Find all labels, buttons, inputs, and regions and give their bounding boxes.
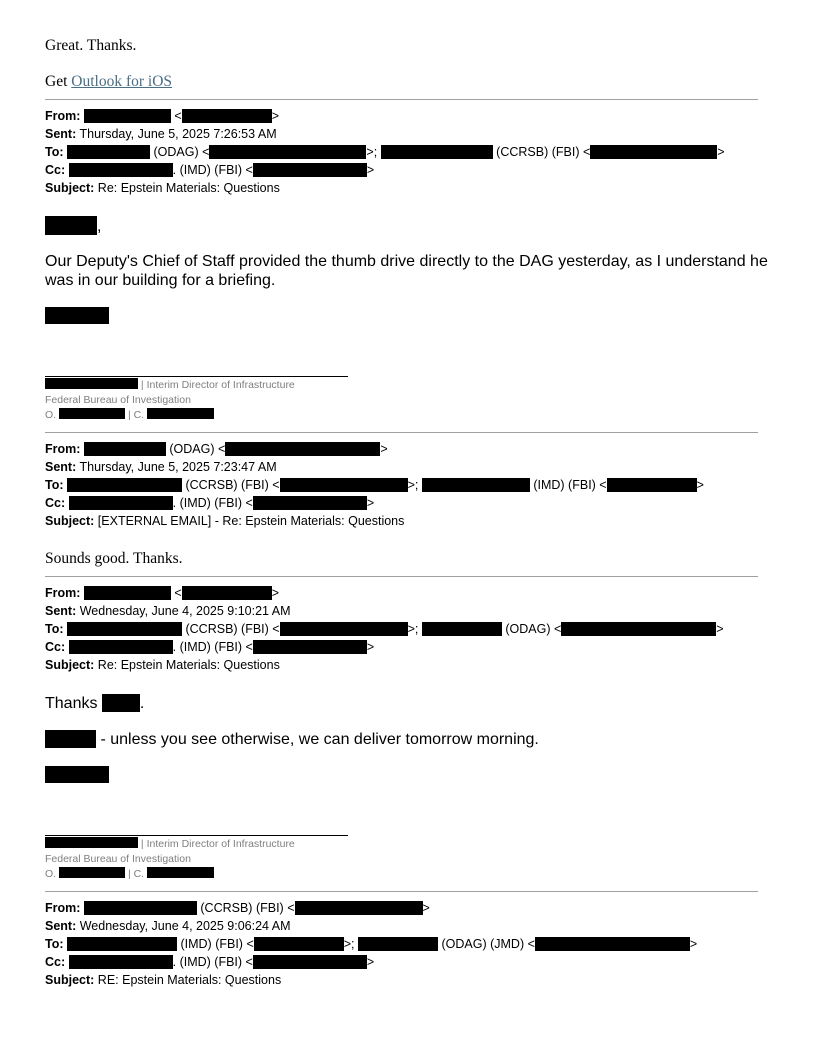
cc-label: Cc: (45, 163, 66, 177)
redaction (280, 478, 408, 492)
greeting: , (45, 216, 101, 236)
redaction (253, 163, 367, 177)
redaction (253, 496, 367, 510)
get-prefix: Get (45, 73, 68, 90)
signature-org: Federal Bureau of Investigation (45, 853, 191, 865)
email1-body: Our Deputy's Chief of Staff provided the thumb drive directly to the DAG yesterday, as I understand he was in our building for a briefing. (45, 253, 768, 289)
redaction (45, 378, 138, 389)
email4-to: To: (IMD) (FBI) < >; (ODAG) (JMD) < > (45, 937, 698, 951)
redaction (45, 216, 97, 235)
redaction (590, 145, 717, 159)
redaction (561, 622, 716, 636)
signature-org: Federal Bureau of Investigation (45, 394, 191, 406)
redaction (67, 622, 182, 636)
cc-label: Cc: (45, 955, 66, 969)
redaction (45, 837, 138, 848)
redaction (84, 586, 171, 600)
signature-phones: O. | C. (45, 867, 214, 882)
sent-label: Sent: (45, 919, 77, 933)
redaction (607, 478, 697, 492)
email1-cc: Cc: . (IMD) (FBI) < > (45, 163, 375, 177)
sent-label: Sent: (45, 127, 77, 141)
redaction (280, 622, 408, 636)
redaction (295, 901, 423, 915)
redaction (102, 694, 140, 712)
redaction (84, 901, 197, 915)
redaction (358, 937, 438, 951)
email2-body: Sounds good. Thanks. (45, 550, 183, 567)
from-label: From: (45, 586, 81, 600)
email1-from: From: < > (45, 109, 280, 123)
sent-label: Sent: (45, 460, 77, 474)
signature-title: | Interim Director of Infrastructure (45, 837, 295, 852)
email1-sent (45, 125, 277, 143)
email4-sent (45, 917, 291, 935)
email1-to: To: (ODAG) < >; (CCRSB) (FBI) < > (45, 145, 725, 159)
redaction (45, 730, 96, 748)
redaction (84, 442, 166, 456)
email4-subject (45, 971, 281, 989)
reply-text: Great. Thanks. (45, 37, 137, 54)
sent-value: Wednesday, June 4, 2025 9:10:21 AM (79, 604, 291, 618)
redaction (84, 109, 171, 123)
subject-value: [EXTERNAL EMAIL] - Re: Epstein Materials: Questions (97, 514, 405, 528)
redaction (69, 163, 173, 177)
subject-label: Subject: (45, 973, 95, 987)
to-label: To: (45, 145, 64, 159)
sent-label: Sent: (45, 604, 77, 618)
redaction (225, 442, 380, 456)
email3-body: - unless you see otherwise, we can deliver tomorrow morning. (45, 730, 539, 749)
email3-sent (45, 602, 291, 620)
email2-cc: Cc: . (IMD) (FBI) < > (45, 496, 375, 510)
redaction (67, 937, 177, 951)
email4-cc: Cc: . (IMD) (FBI) < > (45, 955, 375, 969)
redaction (45, 766, 109, 783)
redaction (422, 478, 530, 492)
email2-to: To: (CCRSB) (FBI) < >; (IMD) (FBI) < > (45, 478, 704, 492)
redaction (253, 955, 367, 969)
redaction (59, 408, 125, 419)
outlook-ios-link[interactable]: Outlook for iOS (71, 73, 173, 90)
redaction (147, 408, 214, 419)
divider (45, 891, 758, 892)
divider (45, 432, 758, 433)
from-label: From: (45, 109, 81, 123)
redaction (253, 640, 367, 654)
redaction (182, 586, 272, 600)
subject-label: Subject: (45, 658, 95, 672)
from-label: From: (45, 442, 81, 456)
redaction (67, 145, 150, 159)
email3-subject (45, 656, 280, 674)
redaction (67, 478, 182, 492)
subject-value: RE: Epstein Materials: Questions (97, 973, 282, 987)
email3-to: To: (CCRSB) (FBI) < >; (ODAG) < > (45, 622, 724, 636)
redaction (209, 145, 366, 159)
redaction (182, 109, 272, 123)
subject-value: Re: Epstein Materials: Questions (97, 181, 280, 195)
divider (45, 576, 758, 577)
redaction (422, 622, 502, 636)
email1-subject (45, 179, 280, 197)
redaction (69, 955, 173, 969)
subject-label: Subject: (45, 514, 95, 528)
redaction (69, 496, 173, 510)
redaction (59, 867, 125, 878)
redaction (69, 640, 173, 654)
signature-phones: O. | C. (45, 408, 214, 423)
sent-value: Wednesday, June 4, 2025 9:06:24 AM (79, 919, 291, 933)
signature-line (45, 835, 348, 836)
from-label: From: (45, 901, 81, 915)
email4-from: From: (CCRSB) (FBI) < > (45, 901, 430, 915)
cc-label: Cc: (45, 496, 66, 510)
to-label: To: (45, 937, 64, 951)
divider (45, 99, 758, 100)
email3-from: From: < > (45, 586, 280, 600)
thanks-line: Thanks . (45, 695, 145, 712)
sent-value: Thursday, June 5, 2025 7:26:53 AM (79, 127, 277, 141)
to-label: To: (45, 622, 64, 636)
subject-value: Re: Epstein Materials: Questions (97, 658, 280, 672)
signature-title: | Interim Director of Infrastructure (45, 378, 295, 393)
redaction (147, 867, 214, 878)
redaction (535, 937, 690, 951)
email2-from: From: (ODAG) < > (45, 442, 388, 456)
signature-line (45, 376, 348, 377)
outlook-signature (45, 73, 172, 91)
redaction (45, 307, 109, 324)
subject-label: Subject: (45, 181, 95, 195)
cc-label: Cc: (45, 640, 66, 654)
redaction (381, 145, 493, 159)
email2-sent (45, 458, 277, 476)
email2-subject (45, 512, 404, 530)
email3-cc: Cc: . (IMD) (FBI) < > (45, 640, 375, 654)
sent-value: Thursday, June 5, 2025 7:23:47 AM (79, 460, 277, 474)
to-label: To: (45, 478, 64, 492)
redaction (254, 937, 344, 951)
